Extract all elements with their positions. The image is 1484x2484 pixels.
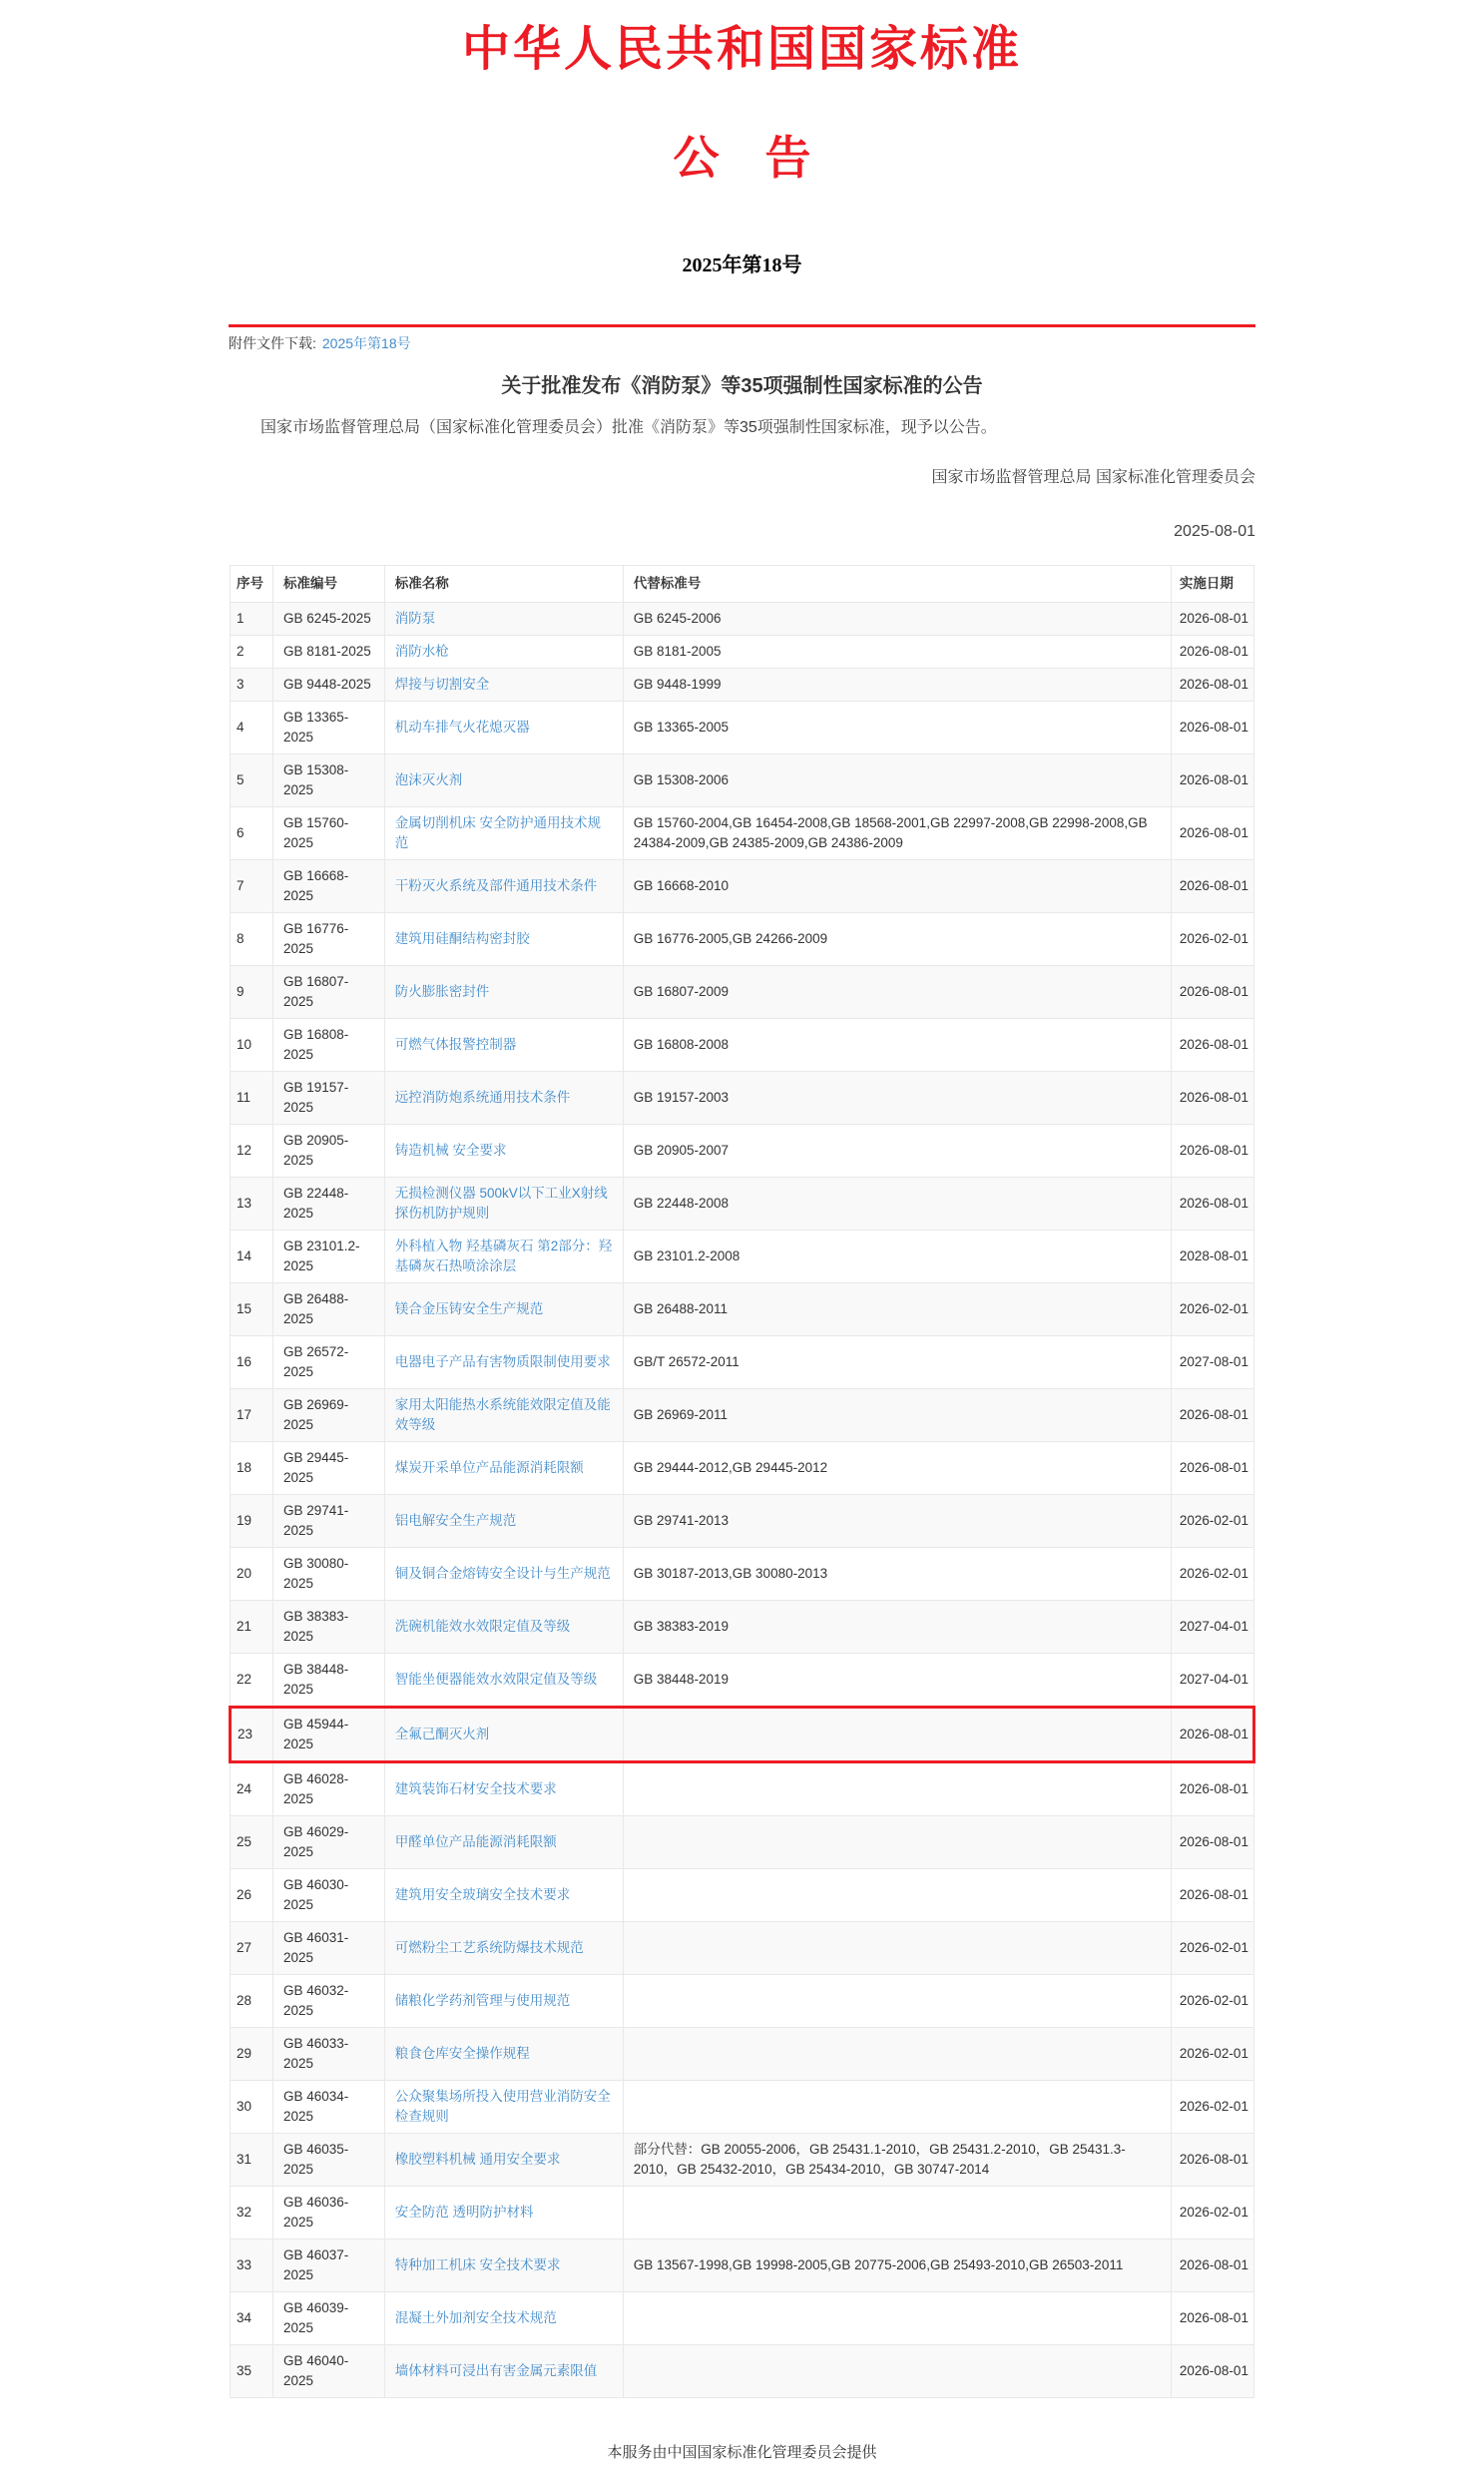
cell-date: 2026-08-01 (1171, 603, 1253, 636)
cell-name (384, 966, 623, 1019)
cell-date: 2026-08-01 (1171, 2134, 1253, 2187)
cell-replaced: GB 30187-2013,GB 30080-2013 (623, 1548, 1171, 1601)
cell-no: 3 (231, 669, 273, 702)
table-row (231, 1283, 1254, 1336)
table-row (231, 2081, 1254, 2134)
cell-name (384, 1601, 623, 1654)
cell-replaced: GB 19157-2003 (623, 1072, 1171, 1125)
cell-date: 2026-08-01 (1171, 807, 1253, 860)
cell-date: 2026-02-01 (1171, 1922, 1253, 1975)
cell-code: GB 29445-2025 (272, 1442, 384, 1495)
standard-name-link[interactable]: 粮食仓库安全操作规程 (394, 2046, 530, 2061)
cell-no: 26 (231, 1869, 273, 1922)
standard-name-link[interactable]: 可燃气体报警控制器 (394, 1037, 517, 1052)
cell-no: 34 (231, 2292, 273, 2345)
cell-code: GB 45944-2025 (272, 1708, 384, 1762)
cell-replaced: GB 29741-2013 (623, 1495, 1171, 1548)
cell-code: GB 16808-2025 (272, 1019, 384, 1072)
standard-name-link[interactable]: 铜及铜合金熔铸安全设计与生产规范 (394, 1566, 611, 1581)
table-row (231, 1762, 1254, 1816)
table-row (231, 966, 1254, 1019)
cell-date: 2026-08-01 (1171, 1442, 1253, 1495)
cell-date: 2026-08-01 (1171, 1072, 1253, 1125)
cell-replaced: GB 26488-2011 (623, 1283, 1171, 1336)
cell-replaced: GB 15308-2006 (623, 754, 1171, 807)
table-header-row (231, 566, 1254, 603)
cell-date: 2026-08-01 (1171, 702, 1253, 754)
table-header (231, 566, 1254, 603)
standard-name-link[interactable]: 家用太阳能热水系统能效限定值及能效等级 (394, 1397, 611, 1432)
cell-no: 25 (231, 1816, 273, 1869)
cell-no: 18 (231, 1442, 273, 1495)
cell-replaced: GB 15760-2004,GB 16454-2008,GB 18568-2001,GB 22997-2008,GB 22998-2008,GB 24384-2009,GB 24385-2009,GB 24386-2009 (623, 807, 1171, 860)
table-row (231, 1601, 1254, 1654)
table-row (231, 1816, 1254, 1869)
cell-name (384, 2292, 623, 2345)
cell-name (384, 860, 623, 913)
cell-name (384, 669, 623, 702)
cell-replaced (623, 1922, 1171, 1975)
cell-no: 6 (231, 807, 273, 860)
cell-date: 2026-08-01 (1171, 966, 1253, 1019)
standard-name-link[interactable]: 建筑用安全玻璃安全技术要求 (394, 1887, 571, 1902)
cell-code: GB 22448-2025 (272, 1178, 384, 1231)
standard-name-link[interactable]: 铸造机械 安全要求 (394, 1143, 507, 1158)
table-row (231, 2134, 1254, 2187)
cell-date: 2026-02-01 (1171, 913, 1253, 966)
cell-replaced (623, 1816, 1171, 1869)
cell-no: 16 (231, 1336, 273, 1389)
cell-code: GB 16807-2025 (272, 966, 384, 1019)
cell-code: GB 46029-2025 (272, 1816, 384, 1869)
table-row (231, 860, 1254, 913)
cell-name (384, 1231, 623, 1283)
table-row (231, 1178, 1254, 1231)
cell-name (384, 1869, 623, 1922)
standard-name-link[interactable]: 外科植入物 羟基磷灰石 第2部分：羟基磷灰石热喷涂涂层 (394, 1239, 613, 1273)
cell-replaced (623, 2081, 1171, 2134)
cell-date: 2027-04-01 (1171, 1601, 1253, 1654)
cell-code: GB 46037-2025 (272, 2239, 384, 2292)
cell-code: GB 46030-2025 (272, 1869, 384, 1922)
cell-name (384, 1442, 623, 1495)
standard-name-link[interactable]: 全氟己酮灭火剂 (394, 1727, 490, 1741)
cell-no: 17 (231, 1389, 273, 1442)
standard-name-link[interactable]: 橡胶塑料机械 通用安全要求 (394, 2152, 561, 2167)
cell-date: 2026-08-01 (1171, 1708, 1253, 1762)
cell-date: 2026-08-01 (1171, 1019, 1253, 1072)
cell-code: GB 46035-2025 (272, 2134, 384, 2187)
cell-code: GB 13365-2025 (272, 702, 384, 754)
column-header-name: 标准名称 (384, 566, 623, 603)
table-row (231, 1975, 1254, 2028)
standard-name-link[interactable]: 煤炭开采单位产品能源消耗限额 (394, 1460, 584, 1475)
table-row (231, 2345, 1254, 2398)
announcement-body: 国家市场监督管理总局（国家标准化管理委员会）批准《消防泵》等35项强制性国家标准，现予以公告。 (260, 419, 997, 436)
red-divider (229, 324, 1255, 327)
cell-date: 2028-08-01 (1171, 1231, 1253, 1283)
cell-code: GB 46028-2025 (272, 1762, 384, 1816)
standard-name-link[interactable]: 远控消防炮系统通用技术条件 (394, 1090, 571, 1105)
cell-no: 13 (231, 1178, 273, 1231)
standard-name-link[interactable]: 公众聚集场所投入使用营业消防安全检查规则 (394, 2089, 611, 2124)
cell-code: GB 46039-2025 (272, 2292, 384, 2345)
standard-name-link[interactable]: 干粉灭火系统及部件通用技术条件 (394, 878, 598, 893)
cell-name (384, 1336, 623, 1389)
cell-no: 28 (231, 1975, 273, 2028)
standard-name-link[interactable]: 泡沫灭火剂 (394, 772, 463, 787)
cell-name (384, 2345, 623, 2398)
standard-name-link[interactable]: 可燃粉尘工艺系统防爆技术规范 (394, 1940, 584, 1955)
table-row (231, 702, 1254, 754)
table-row (231, 2028, 1254, 2081)
cell-name (384, 1654, 623, 1708)
cell-name (384, 636, 623, 669)
cell-replaced (623, 2292, 1171, 2345)
cell-date: 2026-02-01 (1171, 1495, 1253, 1548)
attachment-download-link[interactable]: 2025年第18号 (321, 335, 411, 351)
table-row (231, 807, 1254, 860)
page-title: 中华人民共和国国家标准 (461, 23, 1022, 76)
cell-replaced (623, 1869, 1171, 1922)
cell-name (384, 1495, 623, 1548)
table-row (231, 1125, 1254, 1178)
cell-code: GB 30080-2025 (272, 1548, 384, 1601)
cell-name (384, 1816, 623, 1869)
table-row (231, 1654, 1254, 1708)
cell-replaced: GB 13567-1998,GB 19998-2005,GB 20775-2006,GB 25493-2010,GB 26503-2011 (623, 2239, 1171, 2292)
cell-name (384, 1072, 623, 1125)
standard-name-link[interactable]: 甲醛单位产品能源消耗限额 (394, 1834, 557, 1849)
cell-replaced (623, 1975, 1171, 2028)
cell-no: 2 (231, 636, 273, 669)
cell-replaced (623, 1762, 1171, 1816)
attachment-row (229, 333, 1255, 353)
column-header-replaced: 代替标准号 (623, 566, 1171, 603)
cell-code: GB 15308-2025 (272, 754, 384, 807)
table-row (231, 754, 1254, 807)
table-row (231, 1019, 1254, 1072)
cell-name (384, 1762, 623, 1816)
table-row (231, 1869, 1254, 1922)
cell-name (384, 702, 623, 754)
cell-no: 10 (231, 1019, 273, 1072)
cell-date: 2027-08-01 (1171, 1336, 1253, 1389)
cell-code: GB 23101.2-2025 (272, 1231, 384, 1283)
cell-name (384, 2187, 623, 2239)
column-header-no: 序号 (231, 566, 273, 603)
cell-replaced: GB 38448-2019 (623, 1654, 1171, 1708)
cell-name (384, 1708, 623, 1762)
cell-name (384, 2081, 623, 2134)
cell-no: 27 (231, 1922, 273, 1975)
standard-name-link[interactable]: 机动车排气火花熄灭器 (394, 720, 530, 735)
cell-replaced: GB/T 26572-2011 (623, 1336, 1171, 1389)
cell-date: 2026-08-01 (1171, 1762, 1253, 1816)
cell-date: 2026-02-01 (1171, 2028, 1253, 2081)
cell-date: 2026-02-01 (1171, 2081, 1253, 2134)
cell-date: 2026-08-01 (1171, 860, 1253, 913)
page-subtitle: 公 告 (673, 133, 811, 184)
cell-name (384, 1178, 623, 1231)
cell-no: 4 (231, 702, 273, 754)
cell-date: 2026-08-01 (1171, 2239, 1253, 2292)
standard-name-link[interactable]: 混凝土外加剂安全技术规范 (394, 2310, 557, 2325)
standard-name-link[interactable]: 消防水枪 (394, 644, 449, 659)
cell-no: 20 (231, 1548, 273, 1601)
cell-replaced: GB 13365-2005 (623, 702, 1171, 754)
cell-no: 32 (231, 2187, 273, 2239)
cell-replaced: GB 23101.2-2008 (623, 1231, 1171, 1283)
standard-name-link[interactable]: 建筑装饰石材安全技术要求 (394, 1781, 557, 1796)
cell-name (384, 807, 623, 860)
cell-name (384, 1548, 623, 1601)
cell-replaced (623, 2345, 1171, 2398)
table-row (231, 1442, 1254, 1495)
table-row (231, 1548, 1254, 1601)
cell-code: GB 8181-2025 (272, 636, 384, 669)
standard-name-link[interactable]: 焊接与切割安全 (394, 677, 490, 692)
standards-table-body (231, 603, 1254, 2398)
cell-code: GB 9448-2025 (272, 669, 384, 702)
cell-no: 31 (231, 2134, 273, 2187)
cell-no: 1 (231, 603, 273, 636)
cell-name (384, 603, 623, 636)
table-row (231, 603, 1254, 636)
column-header-code: 标准编号 (272, 566, 384, 603)
cell-code: GB 38448-2025 (272, 1654, 384, 1708)
cell-replaced: GB 16808-2008 (623, 1019, 1171, 1072)
table-row (231, 2292, 1254, 2345)
cell-no: 7 (231, 860, 273, 913)
cell-name (384, 1389, 623, 1442)
standard-name-link[interactable]: 铝电解安全生产规范 (394, 1513, 517, 1528)
cell-no: 30 (231, 2081, 273, 2134)
standard-name-link[interactable]: 防火膨胀密封件 (394, 984, 490, 999)
table-row (231, 913, 1254, 966)
cell-name (384, 2134, 623, 2187)
cell-code: GB 46031-2025 (272, 1922, 384, 1975)
table-row (231, 2187, 1254, 2239)
cell-no: 33 (231, 2239, 273, 2292)
cell-no: 21 (231, 1601, 273, 1654)
cell-code: GB 26969-2025 (272, 1389, 384, 1442)
table-row (231, 1708, 1254, 1762)
cell-no: 9 (231, 966, 273, 1019)
cell-code: GB 26488-2025 (272, 1283, 384, 1336)
cell-date: 2026-08-01 (1171, 636, 1253, 669)
cell-no: 14 (231, 1231, 273, 1283)
cell-code: GB 46032-2025 (272, 1975, 384, 2028)
cell-no: 23 (231, 1708, 273, 1762)
issue-number: 2025年第18号 (682, 254, 802, 276)
standard-name-link[interactable]: 安全防范 透明防护材料 (394, 2205, 534, 2220)
table-row (231, 2239, 1254, 2292)
cell-code: GB 46033-2025 (272, 2028, 384, 2081)
table-row (231, 1231, 1254, 1283)
cell-date: 2026-02-01 (1171, 1975, 1253, 2028)
cell-replaced (623, 2028, 1171, 2081)
standard-name-link[interactable]: 特种加工机床 安全技术要求 (394, 2257, 561, 2272)
cell-code: GB 20905-2025 (272, 1125, 384, 1178)
cell-date: 2026-08-01 (1171, 1125, 1253, 1178)
cell-code: GB 16668-2025 (272, 860, 384, 913)
footer-text: 本服务由中国国家标准化管理委员会提供 (607, 2444, 877, 2461)
cell-date: 2026-02-01 (1171, 1283, 1253, 1336)
cell-code: GB 15760-2025 (272, 807, 384, 860)
standard-name-link[interactable]: 电器电子产品有害物质限制使用要求 (394, 1354, 611, 1369)
standard-name-link[interactable]: 无损检测仪器 500kV以下工业X射线探伤机防护规则 (394, 1186, 608, 1221)
cell-name (384, 2239, 623, 2292)
cell-code: GB 46040-2025 (272, 2345, 384, 2398)
cell-date: 2026-08-01 (1171, 754, 1253, 807)
cell-code: GB 46036-2025 (272, 2187, 384, 2239)
cell-no: 35 (231, 2345, 273, 2398)
cell-replaced: 部分代替：GB 20055-2006，GB 25431.1-2010，GB 25431.2-2010，GB 25431.3-2010，GB 25432-2010，GB 25434-2010，GB 30747-2014 (623, 2134, 1171, 2187)
cell-code: GB 29741-2025 (272, 1495, 384, 1548)
cell-name (384, 913, 623, 966)
cell-name (384, 754, 623, 807)
standard-name-link[interactable]: 智能坐便器能效水效限定值及等级 (394, 1672, 598, 1687)
announcement-signature: 国家市场监督管理总局 国家标准化管理委员会 (931, 469, 1255, 486)
cell-no: 24 (231, 1762, 273, 1816)
cell-code: GB 46034-2025 (272, 2081, 384, 2134)
cell-name (384, 1975, 623, 2028)
cell-replaced: GB 6245-2006 (623, 603, 1171, 636)
cell-date: 2026-08-01 (1171, 2345, 1253, 2398)
cell-no: 12 (231, 1125, 273, 1178)
cell-code: GB 26572-2025 (272, 1336, 384, 1389)
cell-replaced: GB 29444-2012,GB 29445-2012 (623, 1442, 1171, 1495)
table-row (231, 1495, 1254, 1548)
cell-no: 8 (231, 913, 273, 966)
standards-table (229, 565, 1255, 2398)
cell-replaced: GB 20905-2007 (623, 1125, 1171, 1178)
table-row (231, 669, 1254, 702)
cell-no: 15 (231, 1283, 273, 1336)
cell-code: GB 6245-2025 (272, 603, 384, 636)
cell-replaced: GB 22448-2008 (623, 1178, 1171, 1231)
attachment-label: 附件文件下载: (229, 335, 316, 351)
cell-date: 2026-08-01 (1171, 2292, 1253, 2345)
cell-date: 2026-08-01 (1171, 1816, 1253, 1869)
cell-date: 2026-02-01 (1171, 2187, 1253, 2239)
standard-name-link[interactable]: 储粮化学药剂管理与使用规范 (394, 1993, 571, 2008)
announcement-title: 关于批准发布《消防泵》等35项强制性国家标准的公告 (501, 375, 983, 397)
cell-date: 2027-04-01 (1171, 1654, 1253, 1708)
cell-name (384, 1283, 623, 1336)
table-row (231, 1389, 1254, 1442)
cell-replaced (623, 1708, 1171, 1762)
cell-name (384, 2028, 623, 2081)
table-row (231, 636, 1254, 669)
standard-name-link[interactable]: 消防泵 (394, 611, 436, 626)
cell-replaced: GB 16668-2010 (623, 860, 1171, 913)
cell-code: GB 19157-2025 (272, 1072, 384, 1125)
table-row (231, 1072, 1254, 1125)
cell-no: 19 (231, 1495, 273, 1548)
cell-date: 2026-08-01 (1171, 1389, 1253, 1442)
cell-no: 5 (231, 754, 273, 807)
standard-name-link[interactable]: 洗碗机能效水效限定值及等级 (394, 1619, 571, 1634)
standard-name-link[interactable]: 镁合金压铸安全生产规范 (394, 1301, 544, 1316)
cell-code: GB 38383-2025 (272, 1601, 384, 1654)
standard-name-link[interactable]: 金属切削机床 安全防护通用技术规范 (394, 815, 601, 850)
cell-date: 2026-08-01 (1171, 1869, 1253, 1922)
cell-no: 11 (231, 1072, 273, 1125)
cell-code: GB 16776-2025 (272, 913, 384, 966)
table-row (231, 1336, 1254, 1389)
cell-replaced: GB 26969-2011 (623, 1389, 1171, 1442)
table-row (231, 1922, 1254, 1975)
cell-name (384, 1125, 623, 1178)
cell-replaced: GB 9448-1999 (623, 669, 1171, 702)
cell-date: 2026-02-01 (1171, 1548, 1253, 1601)
cell-name (384, 1922, 623, 1975)
cell-date: 2026-08-01 (1171, 1178, 1253, 1231)
column-header-date: 实施日期 (1171, 566, 1253, 603)
cell-no: 22 (231, 1654, 273, 1708)
cell-no: 29 (231, 2028, 273, 2081)
standard-name-link[interactable]: 建筑用硅酮结构密封胶 (394, 931, 530, 946)
standard-name-link[interactable]: 墙体材料可浸出有害金属元素限值 (394, 2363, 598, 2378)
cell-replaced (623, 2187, 1171, 2239)
announcement-date: 2025-08-01 (1174, 523, 1255, 540)
cell-replaced: GB 16807-2009 (623, 966, 1171, 1019)
cell-date: 2026-08-01 (1171, 669, 1253, 702)
page-container (229, 20, 1255, 2464)
cell-replaced: GB 38383-2019 (623, 1601, 1171, 1654)
cell-replaced: GB 16776-2005,GB 24266-2009 (623, 913, 1171, 966)
cell-replaced: GB 8181-2005 (623, 636, 1171, 669)
cell-name (384, 1019, 623, 1072)
